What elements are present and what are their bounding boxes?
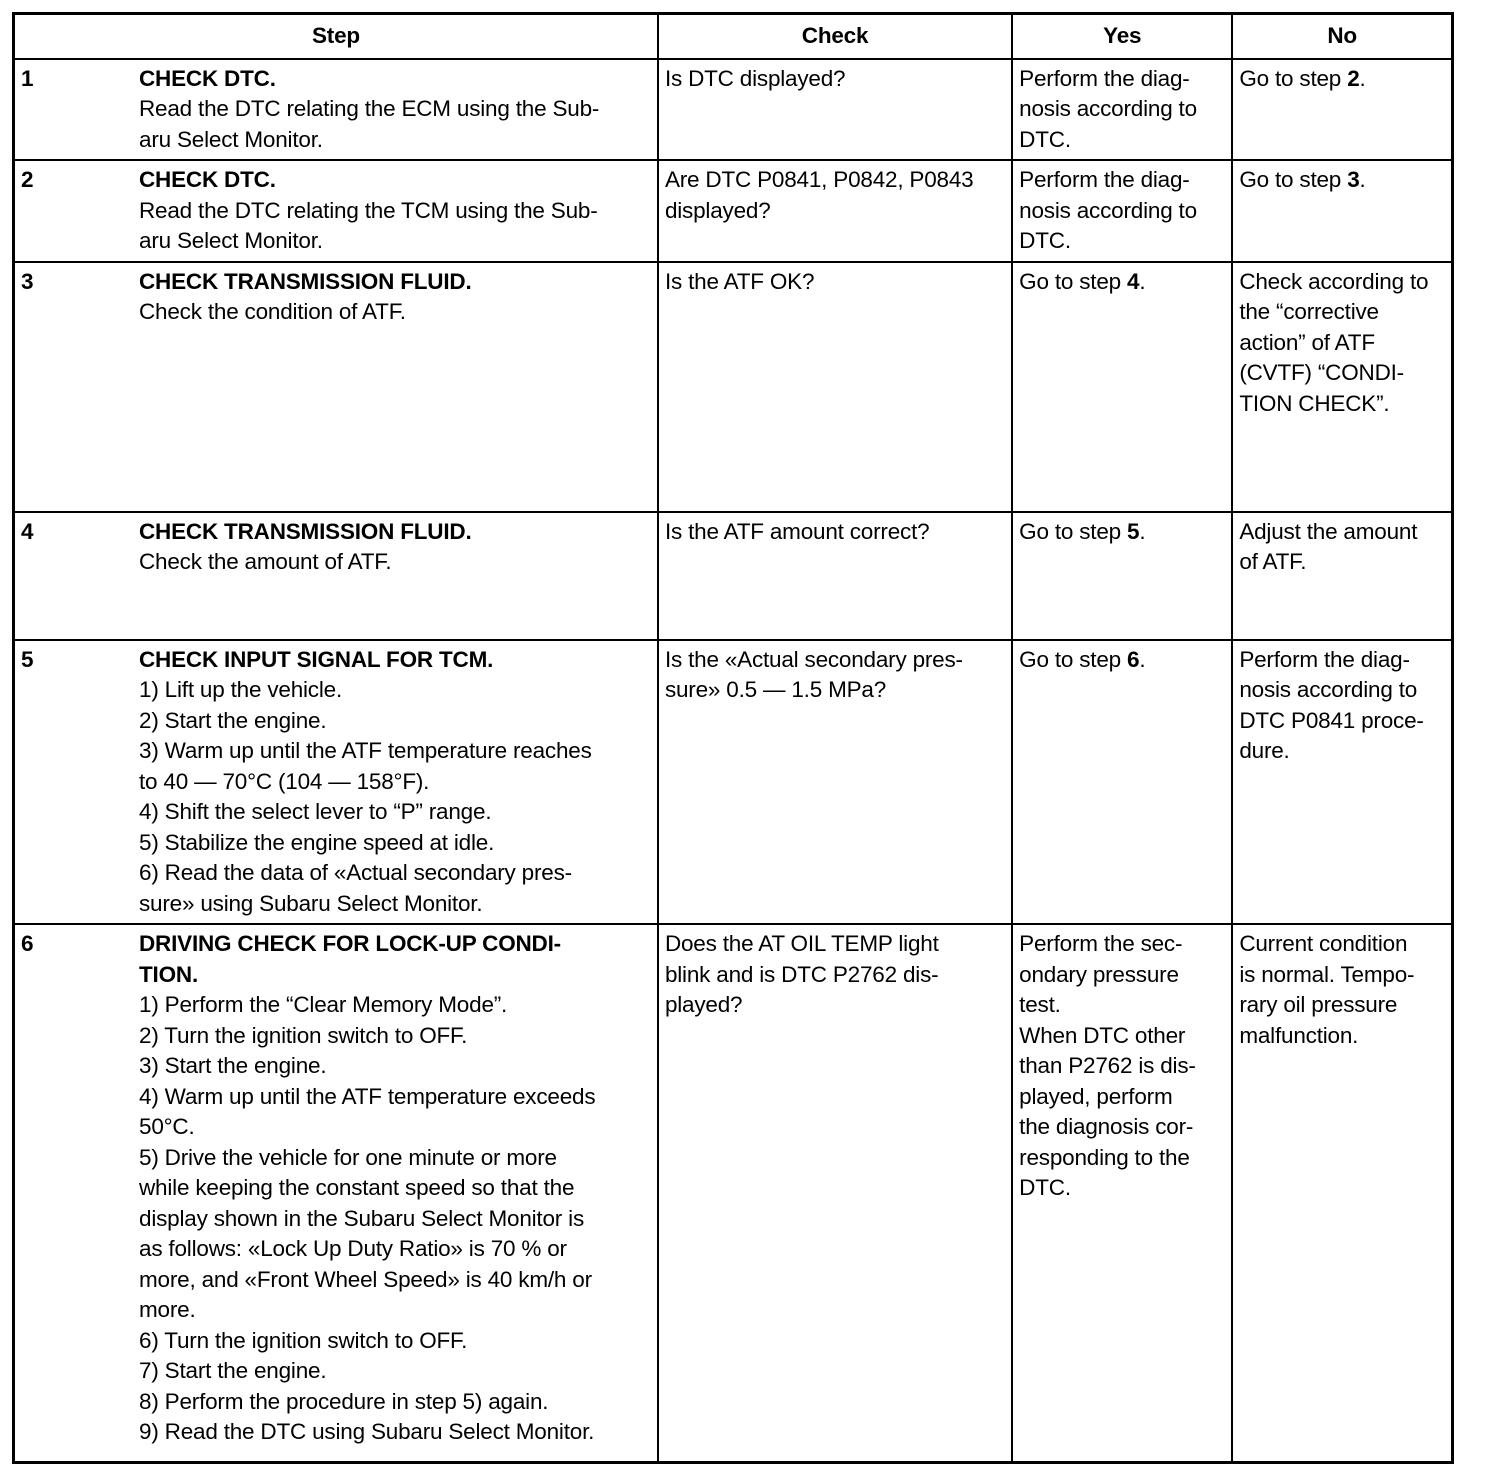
check-cell (658, 924, 1012, 1463)
no-text: action” of ATF (1239, 329, 1375, 355)
yes-text: Go to step (1019, 268, 1128, 294)
step-title: CHECK DTC. (139, 167, 276, 192)
check-text: sure» 0.5 — 1.5 MPa? (664, 677, 887, 702)
check-text: blink and is DTC P2762 dis- (664, 961, 939, 987)
no-text: DTC P0841 proce- (1239, 707, 1424, 733)
step-text: to 40 — 70°C (104 — 158°F). (139, 768, 430, 794)
step-text: 1) Perform the “Clear Memory Mode”. (139, 992, 508, 1017)
yes-text: DTC. (1019, 1175, 1071, 1200)
yes-cell (1012, 924, 1232, 1463)
table-row (14, 512, 1453, 640)
step-number: 1 (21, 65, 34, 91)
step-text: 9) Read the DTC using Subaru Select Monitor. (139, 1419, 595, 1444)
no-text: TION CHECK”. (1239, 390, 1390, 416)
step-cell (14, 512, 658, 640)
no-cell (1232, 160, 1452, 262)
check-text: displayed? (664, 197, 771, 223)
step-text: more. (139, 1297, 196, 1322)
no-cell (1232, 262, 1452, 512)
table-row (14, 262, 1453, 512)
no-text: malfunction. (1239, 1022, 1359, 1048)
yes-text: Perform the diag- (1019, 167, 1190, 192)
yes-cell (1012, 640, 1232, 925)
step-cell (14, 262, 658, 512)
yes-text: played, perform (1019, 1083, 1173, 1109)
header-step: Step (14, 14, 658, 59)
no-cell (1232, 924, 1452, 1463)
yes-text: When DTC other (1019, 1022, 1186, 1048)
yes-step-ref: 6 (1127, 646, 1140, 672)
step-title: CHECK INPUT SIGNAL FOR TCM. (139, 646, 494, 672)
yes-cell (1012, 512, 1232, 640)
step-text: sure» using Subaru Select Monitor. (139, 890, 483, 916)
no-cell (1232, 640, 1452, 925)
diagnostic-procedure-table (12, 12, 1454, 1464)
step-text: 1) Lift up the vehicle. (139, 677, 343, 702)
yes-text: than P2762 is dis- (1019, 1053, 1196, 1078)
table-row (14, 640, 1453, 925)
no-text: Current condition (1239, 931, 1408, 956)
step-text: 4) Shift the select lever to “P” range. (139, 799, 492, 824)
step-cell (14, 924, 658, 1463)
check-cell (658, 160, 1012, 262)
yes-text: Go to step (1019, 646, 1128, 672)
step-text: Read the DTC relating the TCM using the Sub- (139, 197, 598, 223)
yes-text: nosis according to (1019, 96, 1197, 121)
no-text: . (1359, 65, 1366, 91)
step-text: as follows: «Lock Up Duty Ratio» is 70 % or (139, 1236, 567, 1261)
step-text: Check the amount of ATF. (139, 549, 392, 574)
step-text: 5) Stabilize the engine speed at idle. (139, 829, 495, 855)
check-cell (658, 512, 1012, 640)
step-title: DRIVING CHECK FOR LOCK-UP CONDI- (139, 931, 561, 956)
no-step-ref: 3 (1347, 167, 1360, 192)
step-title: CHECK TRANSMISSION FLUID. (139, 518, 472, 544)
check-cell (658, 640, 1012, 925)
no-text: is normal. Tempo- (1239, 961, 1415, 987)
step-text: 2) Start the engine. (139, 707, 327, 733)
no-cell (1232, 512, 1452, 640)
table-row (14, 924, 1453, 1463)
yes-cell (1012, 59, 1232, 161)
step-cell (14, 59, 658, 161)
step-text: more, and «Front Wheel Speed» is 40 km/h or (139, 1266, 592, 1292)
step-text: 6) Turn the ignition switch to OFF. (139, 1327, 468, 1353)
yes-text: DTC. (1019, 228, 1071, 253)
yes-text: responding to the (1019, 1144, 1190, 1170)
step-number: 6 (21, 931, 34, 956)
yes-step-ref: 4 (1127, 268, 1140, 294)
check-text: Is the ATF amount correct? (664, 518, 930, 544)
table-header-row (14, 14, 1453, 59)
step-number: 4 (21, 518, 34, 544)
no-text: Adjust the amount (1239, 518, 1418, 544)
table-row (14, 59, 1453, 161)
no-text: nosis according to (1239, 677, 1418, 702)
step-number: 3 (21, 268, 34, 294)
step-text: 3) Start the engine. (139, 1053, 327, 1078)
no-text: . (1359, 167, 1366, 192)
yes-text: Perform the sec- (1019, 931, 1183, 956)
yes-text: DTC. (1019, 126, 1071, 152)
no-text: dure. (1239, 738, 1290, 763)
yes-step-ref: 5 (1127, 518, 1140, 544)
yes-cell (1012, 262, 1232, 512)
check-text: Is the ATF OK? (664, 268, 815, 294)
yes-cell (1012, 160, 1232, 262)
yes-text: . (1139, 646, 1146, 672)
no-step-ref: 2 (1347, 65, 1360, 91)
no-text: Perform the diag- (1239, 646, 1410, 672)
no-text: Check according to (1239, 268, 1429, 294)
yes-text: Perform the diag- (1019, 65, 1190, 91)
step-cell (14, 160, 658, 262)
step-text: 6) Read the data of «Actual secondary pres- (139, 860, 572, 885)
table-row (14, 160, 1453, 262)
yes-text: nosis according to (1019, 197, 1197, 223)
step-title: TION. (139, 961, 198, 987)
step-number: 5 (21, 646, 34, 672)
step-text: Read the DTC relating the ECM using the Sub- (139, 96, 600, 121)
step-title: CHECK TRANSMISSION FLUID. (139, 268, 472, 294)
check-text: Does the AT OIL TEMP light (664, 931, 939, 956)
step-title: CHECK DTC. (139, 65, 276, 91)
step-text: aru Select Monitor. (139, 228, 323, 253)
no-text: (CVTF) “CONDI- (1239, 360, 1404, 385)
yes-text: Go to step (1019, 518, 1128, 544)
header-check: Check (658, 14, 1012, 59)
step-cell (14, 640, 658, 925)
check-text: played? (664, 992, 743, 1017)
check-cell (658, 59, 1012, 161)
no-text: the “corrective (1239, 299, 1379, 324)
check-cell (658, 262, 1012, 512)
yes-text: . (1139, 268, 1146, 294)
no-text: Go to step (1239, 65, 1348, 91)
step-text: 50°C. (139, 1114, 195, 1139)
check-text: Is the «Actual secondary pres- (664, 646, 963, 672)
no-cell (1232, 59, 1452, 161)
step-text: 5) Drive the vehicle for one minute or more (139, 1144, 557, 1170)
yes-text: test. (1019, 992, 1061, 1017)
yes-text: ondary pressure (1019, 961, 1179, 987)
step-text: 7) Start the engine. (139, 1358, 327, 1383)
step-text: 4) Warm up until the ATF temperature exceeds (139, 1083, 596, 1109)
step-text: Check the condition of ATF. (139, 299, 406, 324)
yes-text: . (1139, 518, 1146, 544)
step-text: aru Select Monitor. (139, 126, 323, 152)
step-number: 2 (21, 167, 34, 192)
step-text: 3) Warm up until the ATF temperature reaches (139, 738, 592, 763)
no-text: rary oil pressure (1239, 992, 1398, 1017)
check-text: Are DTC P0841, P0842, P0843 (664, 167, 974, 192)
yes-text: the diagnosis cor- (1019, 1114, 1194, 1139)
no-text: of ATF. (1239, 549, 1307, 574)
step-text: while keeping the constant speed so that the (139, 1175, 575, 1200)
header-yes: Yes (1012, 14, 1232, 59)
step-text: 2) Turn the ignition switch to OFF. (139, 1022, 468, 1048)
header-no: No (1232, 14, 1452, 59)
no-text: Go to step (1239, 167, 1348, 192)
check-text: Is DTC displayed? (664, 65, 846, 91)
step-text: 8) Perform the procedure in step 5) again. (139, 1388, 549, 1414)
step-text: display shown in the Subaru Select Monitor is (139, 1205, 584, 1231)
